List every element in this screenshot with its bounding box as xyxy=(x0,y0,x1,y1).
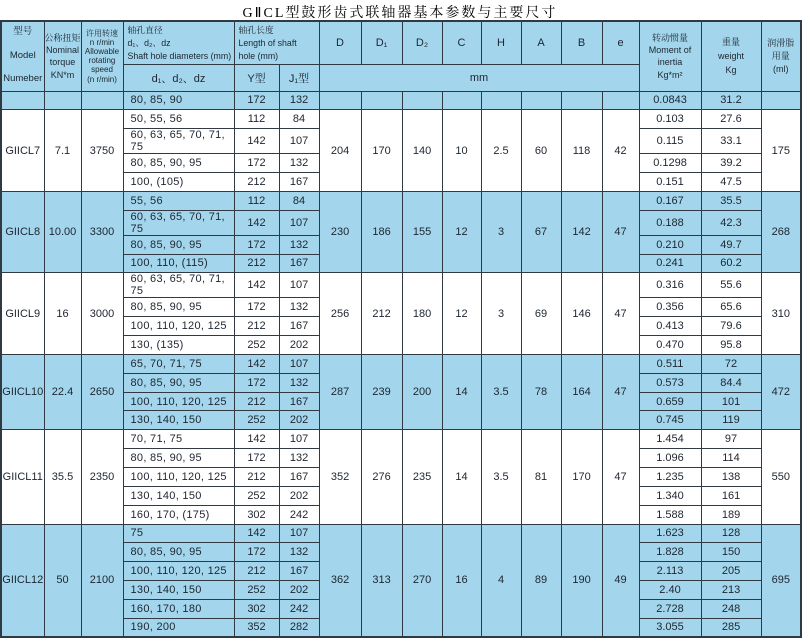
inertia-cell: 0.0843 xyxy=(639,91,701,110)
dim-D2-cell: 235 xyxy=(402,430,442,524)
dim-D-cell xyxy=(319,91,361,110)
dim-H-cell xyxy=(481,91,521,110)
table-body xyxy=(1,91,801,637)
y-length-cell: 212 xyxy=(234,468,279,487)
bores-cell: 60, 63, 65, 70, 71, 75 xyxy=(123,273,234,298)
dim-D-cell: 352 xyxy=(319,430,361,524)
inertia-cell: 0.745 xyxy=(639,411,701,430)
y-length-cell: 142 xyxy=(234,354,279,373)
j1-length-cell: 107 xyxy=(279,129,319,154)
dim-D1-cell: 276 xyxy=(361,430,402,524)
inertia-cell: 0.210 xyxy=(639,235,701,254)
bores-cell: 100, 110, 120, 125 xyxy=(123,392,234,411)
dim-D2-cell: 140 xyxy=(402,110,442,192)
j1-length-cell: 107 xyxy=(279,210,319,235)
bores-cell: 50, 55, 56 xyxy=(123,110,234,129)
header-line: Shaft hole diameters (mm) xyxy=(127,50,232,61)
model-cell: GIICL9 xyxy=(1,273,44,355)
weight-cell: 27.6 xyxy=(701,110,761,129)
speed-cell: 2350 xyxy=(81,430,123,524)
weight-cell: 42.3 xyxy=(701,210,761,235)
bores-cell: 70, 71, 75 xyxy=(123,430,234,449)
grease-cell: 472 xyxy=(761,354,801,429)
inertia-cell: 0.573 xyxy=(639,373,701,392)
j1-length-cell: 84 xyxy=(279,191,319,210)
speed-cell: 3750 xyxy=(81,110,123,192)
dim-D2-cell: 270 xyxy=(402,524,442,637)
inertia-cell: 1.623 xyxy=(639,524,701,543)
dim-D-cell: 256 xyxy=(319,273,361,355)
inertia-cell: 0.167 xyxy=(639,191,701,210)
table-row xyxy=(1,191,801,210)
weight-cell: 119 xyxy=(701,411,761,430)
j1-length-cell: 132 xyxy=(279,154,319,173)
header-line: rotating xyxy=(88,56,116,66)
y-length-cell: 212 xyxy=(234,317,279,336)
dim-D1-cell: 212 xyxy=(361,273,402,355)
inertia-cell: 0.241 xyxy=(639,254,701,273)
table-row xyxy=(1,354,801,373)
weight-cell: 49.7 xyxy=(701,235,761,254)
header-lines xyxy=(235,25,319,61)
dim-H-cell: 2.5 xyxy=(481,110,521,192)
dim-D1-cell: 313 xyxy=(361,524,402,637)
header-line: weight xyxy=(718,51,745,62)
y-length-cell: 252 xyxy=(234,411,279,430)
j1-length-cell: 132 xyxy=(279,449,319,468)
dim-C-cell: 12 xyxy=(442,191,481,273)
dim-A-cell: 60 xyxy=(521,110,561,192)
inertia-cell: 0.316 xyxy=(639,273,701,298)
y-length-cell: 252 xyxy=(234,486,279,505)
grease-cell xyxy=(761,91,801,110)
dim-A-cell: 78 xyxy=(521,354,561,429)
inertia-cell: 0.511 xyxy=(639,354,701,373)
y-length-cell: 172 xyxy=(234,543,279,562)
table-row xyxy=(1,524,801,543)
grease-cell: 268 xyxy=(761,191,801,273)
header-line: KN*m xyxy=(50,69,75,80)
header-line: Nominal xyxy=(45,44,79,55)
bores-cell: 60, 63, 65, 70, 71, 75 xyxy=(123,210,234,235)
inertia-cell: 1.096 xyxy=(639,449,701,468)
torque-cell: 7.1 xyxy=(44,110,81,192)
y-length-cell: 142 xyxy=(234,524,279,543)
j1-length-cell: 132 xyxy=(279,91,319,110)
speed-cell xyxy=(81,91,123,110)
j1-length-cell: 132 xyxy=(279,543,319,562)
col-header-inertia xyxy=(639,21,701,91)
header-lines xyxy=(124,25,234,61)
inertia-cell: 3.055 xyxy=(639,618,701,637)
speed-cell: 3300 xyxy=(81,191,123,273)
subheader-bore-symbols: d₁、d₂、dz xyxy=(123,64,234,91)
y-length-cell: 172 xyxy=(234,373,279,392)
dim-H-cell: 3.5 xyxy=(481,430,521,524)
col-header-dim-D1: D₁ xyxy=(361,21,402,64)
bores-cell: 65, 70, 71, 75 xyxy=(123,354,234,373)
col-header-dim-D: D xyxy=(319,21,361,64)
inertia-cell: 0.151 xyxy=(639,173,701,192)
dim-D-cell: 287 xyxy=(319,354,361,429)
dim-B-cell: 190 xyxy=(561,524,602,637)
header-line: Moment of xyxy=(648,44,692,55)
grease-cell: 310 xyxy=(761,273,801,355)
col-header-shaft-length xyxy=(234,21,319,64)
model-cell: GIICL7 xyxy=(1,110,44,192)
dim-e-cell: 47 xyxy=(602,191,639,273)
y-length-cell: 172 xyxy=(234,298,279,317)
model-cell: GIICL12 xyxy=(1,524,44,637)
col-header-dim-D2: D₂ xyxy=(402,21,442,64)
y-length-cell: 172 xyxy=(234,154,279,173)
dim-e-cell xyxy=(602,91,639,110)
j1-length-cell: 167 xyxy=(279,254,319,273)
weight-cell: 285 xyxy=(701,618,761,637)
weight-cell: 55.6 xyxy=(701,273,761,298)
dim-D2-cell: 200 xyxy=(402,354,442,429)
bores-cell: 130, 140, 150 xyxy=(123,486,234,505)
y-length-cell: 142 xyxy=(234,430,279,449)
bores-cell: 80, 85, 90 xyxy=(123,91,234,110)
dim-D1-cell: 170 xyxy=(361,110,402,192)
y-length-cell: 172 xyxy=(234,235,279,254)
weight-cell: 84.4 xyxy=(701,373,761,392)
header-line: 公称扭矩 xyxy=(44,32,81,43)
subheader-y-type: Y型 xyxy=(234,64,279,91)
j1-length-cell: 167 xyxy=(279,173,319,192)
col-header-model xyxy=(1,21,44,91)
col-header-torque xyxy=(44,21,81,91)
header-line: Numeber xyxy=(3,73,43,85)
header-line: torque xyxy=(49,57,76,68)
dim-H-cell: 4 xyxy=(481,524,521,637)
j1-length-cell: 242 xyxy=(279,505,319,524)
header-line: 润滑脂 xyxy=(767,37,795,48)
speed-cell: 3000 xyxy=(81,273,123,355)
dim-D2-cell xyxy=(402,91,442,110)
j1-length-cell: 202 xyxy=(279,486,319,505)
bores-cell: 100, 110, 120, 125 xyxy=(123,468,234,487)
table-row xyxy=(1,273,801,298)
j1-length-cell: 282 xyxy=(279,618,319,637)
dim-A-cell: 69 xyxy=(521,273,561,355)
bores-cell: 190, 200 xyxy=(123,618,234,637)
torque-cell: 22.4 xyxy=(44,354,81,429)
table-row xyxy=(1,110,801,129)
header-line: hole (mm) xyxy=(238,50,279,61)
inertia-cell: 1.235 xyxy=(639,468,701,487)
dim-B-cell xyxy=(561,91,602,110)
col-header-dim-H: H xyxy=(481,21,521,64)
dim-D2-cell: 180 xyxy=(402,273,442,355)
weight-cell: 31.2 xyxy=(701,91,761,110)
weight-cell: 33.1 xyxy=(701,129,761,154)
torque-cell xyxy=(44,91,81,110)
j1-length-cell: 202 xyxy=(279,411,319,430)
header-row-1 xyxy=(1,21,801,64)
bores-cell: 160, 170, 180 xyxy=(123,599,234,618)
header-line: (ml) xyxy=(773,64,789,75)
y-length-cell: 212 xyxy=(234,562,279,581)
j1-length-cell: 107 xyxy=(279,430,319,449)
y-length-cell: 302 xyxy=(234,505,279,524)
header-line: (n r/min) xyxy=(87,74,117,84)
weight-cell: 114 xyxy=(701,449,761,468)
weight-cell: 101 xyxy=(701,392,761,411)
subheader-j1-type: J₁型 xyxy=(279,64,319,91)
bores-cell: 80, 85, 90, 95 xyxy=(123,298,234,317)
dim-B-cell: 164 xyxy=(561,354,602,429)
y-length-cell: 142 xyxy=(234,129,279,154)
col-header-dim-e: e xyxy=(602,21,639,64)
dim-B-cell: 170 xyxy=(561,430,602,524)
col-header-grease xyxy=(761,21,801,91)
j1-length-cell: 202 xyxy=(279,336,319,355)
dim-A-cell xyxy=(521,91,561,110)
bores-cell: 60, 63, 65, 70, 71, 75 xyxy=(123,129,234,154)
bores-cell: 80, 85, 90, 95 xyxy=(123,373,234,392)
weight-cell: 60.2 xyxy=(701,254,761,273)
page-title: GⅡCL型鼓形齿式联轴器基本参数与主要尺寸 xyxy=(242,6,558,21)
inertia-cell: 0.115 xyxy=(639,129,701,154)
header-line: 轴孔长度 xyxy=(238,24,274,35)
inertia-cell: 1.588 xyxy=(639,505,701,524)
inertia-cell: 1.340 xyxy=(639,486,701,505)
y-length-cell: 212 xyxy=(234,254,279,273)
header-line: Kg xyxy=(725,65,737,76)
j1-length-cell: 107 xyxy=(279,524,319,543)
dim-D2-cell: 155 xyxy=(402,191,442,273)
inertia-cell: 2.728 xyxy=(639,599,701,618)
weight-cell: 213 xyxy=(701,581,761,600)
inertia-cell: 1.828 xyxy=(639,543,701,562)
bores-cell: 130, (135) xyxy=(123,336,234,355)
speed-cell: 2100 xyxy=(81,524,123,637)
y-length-cell: 172 xyxy=(234,91,279,110)
inertia-cell: 0.356 xyxy=(639,298,701,317)
grease-cell: 695 xyxy=(761,524,801,637)
bores-cell: 130, 140, 150 xyxy=(123,581,234,600)
torque-cell: 10.00 xyxy=(44,191,81,273)
inertia-cell: 0.103 xyxy=(639,110,701,129)
bores-cell: 80, 85, 90, 95 xyxy=(123,543,234,562)
weight-cell: 248 xyxy=(701,599,761,618)
bores-cell: 160, 170, (175) xyxy=(123,505,234,524)
header-line: 用量 xyxy=(771,51,790,62)
header-line: speed xyxy=(91,65,113,75)
model-cell: GIICL11 xyxy=(1,430,44,524)
dim-C-cell: 16 xyxy=(442,524,481,637)
dim-D-cell: 230 xyxy=(319,191,361,273)
header-lines xyxy=(82,29,123,84)
header-line: 轴孔直径 xyxy=(127,24,163,35)
y-length-cell: 172 xyxy=(234,449,279,468)
y-length-cell: 212 xyxy=(234,392,279,411)
dim-e-cell: 47 xyxy=(602,430,639,524)
inertia-cell: 0.188 xyxy=(639,210,701,235)
header-line: 许用转速 xyxy=(86,28,118,38)
model-cell: GIICL10 xyxy=(1,354,44,429)
j1-length-cell: 242 xyxy=(279,599,319,618)
dim-e-cell: 42 xyxy=(602,110,639,192)
weight-cell: 205 xyxy=(701,562,761,581)
dim-D1-cell xyxy=(361,91,402,110)
j1-length-cell: 132 xyxy=(279,235,319,254)
header-lines xyxy=(640,33,701,80)
bores-cell: 80, 85, 90, 95 xyxy=(123,449,234,468)
model-cell: GIICL8 xyxy=(1,191,44,273)
dim-A-cell: 67 xyxy=(521,191,561,273)
j1-length-cell: 202 xyxy=(279,581,319,600)
dim-C-cell: 14 xyxy=(442,430,481,524)
y-length-cell: 212 xyxy=(234,173,279,192)
dim-D1-cell: 186 xyxy=(361,191,402,273)
weight-cell: 72 xyxy=(701,354,761,373)
y-length-cell: 252 xyxy=(234,336,279,355)
dim-B-cell: 118 xyxy=(561,110,602,192)
dim-C-cell xyxy=(442,91,481,110)
weight-cell: 128 xyxy=(701,524,761,543)
col-header-speed xyxy=(81,21,123,91)
col-header-weight xyxy=(701,21,761,91)
weight-cell: 138 xyxy=(701,468,761,487)
dim-A-cell: 89 xyxy=(521,524,561,637)
dim-D1-cell: 239 xyxy=(361,354,402,429)
header-line: Model xyxy=(9,49,36,61)
inertia-cell: 0.1298 xyxy=(639,154,701,173)
dim-e-cell: 49 xyxy=(602,524,639,637)
j1-length-cell: 167 xyxy=(279,468,319,487)
table-row xyxy=(1,91,801,110)
torque-cell: 35.5 xyxy=(44,430,81,524)
torque-cell: 50 xyxy=(44,524,81,637)
dim-D-cell: 204 xyxy=(319,110,361,192)
bores-cell: 130, 140, 150 xyxy=(123,411,234,430)
dim-D-cell: 362 xyxy=(319,524,361,637)
table-row xyxy=(1,430,801,449)
col-header-dim-C: C xyxy=(442,21,481,64)
subheader-mm-unit: mm xyxy=(319,64,639,91)
j1-length-cell: 167 xyxy=(279,392,319,411)
y-length-cell: 142 xyxy=(234,273,279,298)
header-lines xyxy=(762,38,801,75)
weight-cell: 161 xyxy=(701,486,761,505)
j1-length-cell: 167 xyxy=(279,317,319,336)
inertia-cell: 0.659 xyxy=(639,392,701,411)
y-length-cell: 302 xyxy=(234,599,279,618)
bores-cell: 80, 85, 90, 95 xyxy=(123,235,234,254)
bores-cell: 100, 110, (115) xyxy=(123,254,234,273)
y-length-cell: 352 xyxy=(234,618,279,637)
header-line: Kg*m² xyxy=(657,69,683,80)
col-header-shaft-diameters xyxy=(123,21,234,64)
header-line: Length of shaft xyxy=(238,37,297,48)
weight-cell: 79.6 xyxy=(701,317,761,336)
y-length-cell: 112 xyxy=(234,110,279,129)
inertia-cell: 2.113 xyxy=(639,562,701,581)
table-header xyxy=(1,21,801,91)
weight-cell: 47.5 xyxy=(701,173,761,192)
header-line: Allowable xyxy=(84,47,120,57)
weight-cell: 35.5 xyxy=(701,191,761,210)
inertia-cell: 2.40 xyxy=(639,581,701,600)
weight-cell: 39.2 xyxy=(701,154,761,173)
weight-cell: 97 xyxy=(701,430,761,449)
j1-length-cell: 132 xyxy=(279,298,319,317)
dim-H-cell: 3.5 xyxy=(481,354,521,429)
dim-C-cell: 12 xyxy=(442,273,481,355)
y-length-cell: 112 xyxy=(234,191,279,210)
grease-cell: 550 xyxy=(761,430,801,524)
bores-cell: 100, (105) xyxy=(123,173,234,192)
bores-cell: 100, 110, 120, 125 xyxy=(123,317,234,336)
dim-e-cell: 47 xyxy=(602,354,639,429)
bores-cell: 55, 56 xyxy=(123,191,234,210)
bores-cell: 100, 110, 120, 125 xyxy=(123,562,234,581)
dim-C-cell: 14 xyxy=(442,354,481,429)
inertia-cell: 0.470 xyxy=(639,336,701,355)
y-length-cell: 142 xyxy=(234,210,279,235)
speed-cell: 2650 xyxy=(81,354,123,429)
j1-length-cell: 107 xyxy=(279,354,319,373)
dim-e-cell: 47 xyxy=(602,273,639,355)
j1-length-cell: 132 xyxy=(279,373,319,392)
inertia-cell: 0.413 xyxy=(639,317,701,336)
dim-A-cell: 81 xyxy=(521,430,561,524)
header-lines xyxy=(2,24,44,88)
model-cell xyxy=(1,91,44,110)
header-line: 转动惯量 xyxy=(652,32,689,43)
col-header-dim-B: B xyxy=(561,21,602,64)
col-header-dim-A: A xyxy=(521,21,561,64)
dim-B-cell: 142 xyxy=(561,191,602,273)
bores-cell: 75 xyxy=(123,524,234,543)
dim-H-cell: 3 xyxy=(481,273,521,355)
header-line: n r/min xyxy=(89,37,115,47)
y-length-cell: 252 xyxy=(234,581,279,600)
grease-cell: 175 xyxy=(761,110,801,192)
weight-cell: 189 xyxy=(701,505,761,524)
dim-B-cell: 146 xyxy=(561,273,602,355)
header-line: d₁、d₂、dz xyxy=(127,37,171,48)
weight-cell: 95.8 xyxy=(701,336,761,355)
header-line: 重量 xyxy=(722,36,741,47)
header-lines xyxy=(45,33,81,80)
j1-length-cell: 167 xyxy=(279,562,319,581)
bores-cell: 80, 85, 90, 95 xyxy=(123,154,234,173)
inertia-cell: 1.454 xyxy=(639,430,701,449)
dim-H-cell: 3 xyxy=(481,191,521,273)
spec-table xyxy=(0,20,802,638)
header-lines xyxy=(702,37,761,76)
torque-cell: 16 xyxy=(44,273,81,355)
j1-length-cell: 107 xyxy=(279,273,319,298)
dim-C-cell: 10 xyxy=(442,110,481,192)
header-line: inertia xyxy=(657,57,683,68)
weight-cell: 150 xyxy=(701,543,761,562)
j1-length-cell: 84 xyxy=(279,110,319,129)
header-line: 型号 xyxy=(13,26,33,38)
weight-cell: 65.6 xyxy=(701,298,761,317)
